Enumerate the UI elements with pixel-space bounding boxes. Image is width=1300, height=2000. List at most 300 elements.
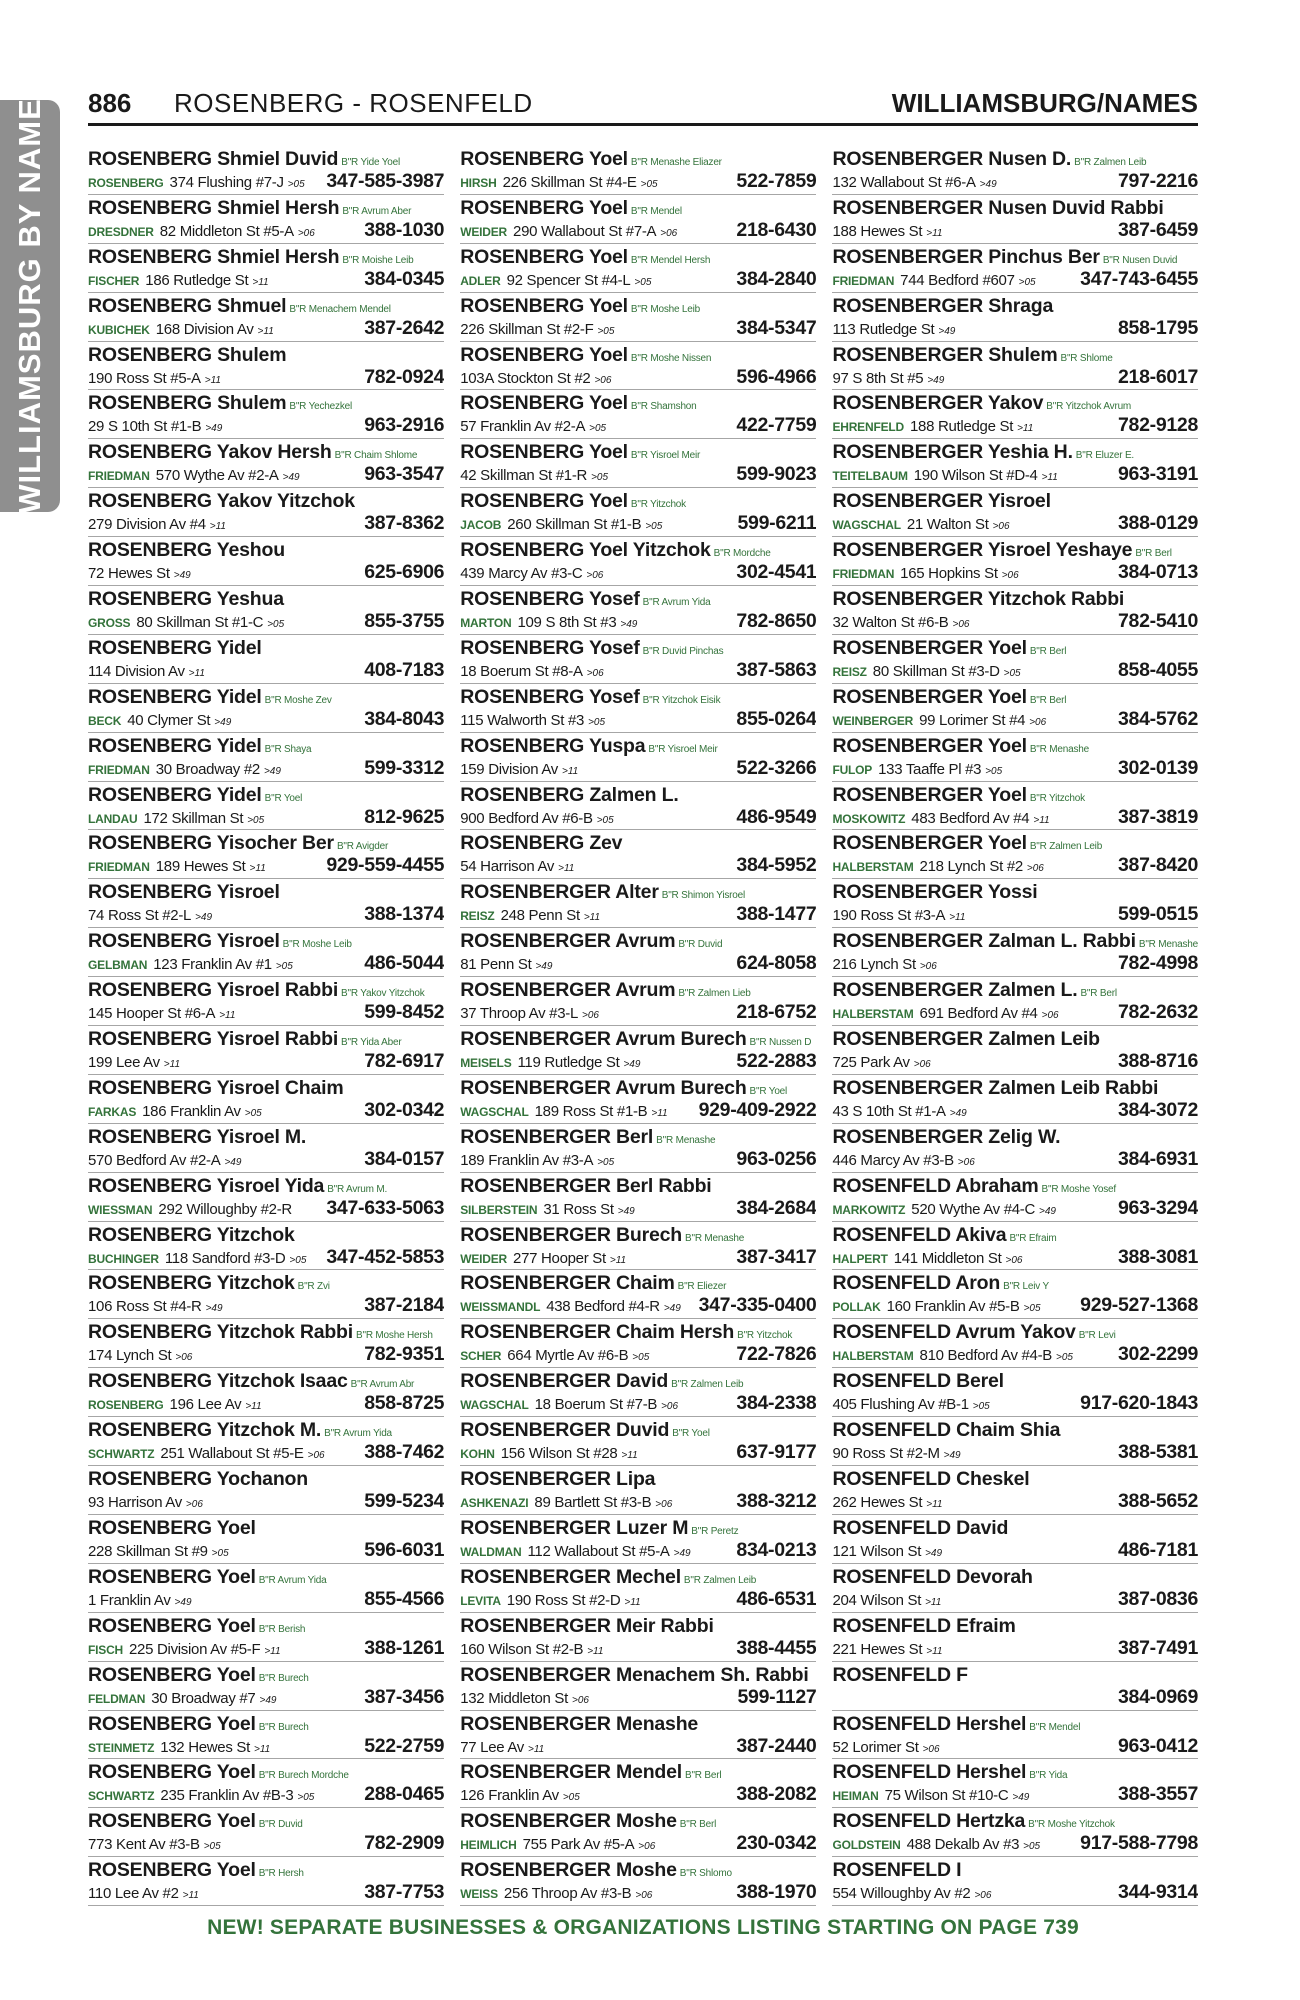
entry-spouse-name: FRIEDMAN [832,273,895,288]
entry-name: ROSENBERG Yitzchok M. [88,1419,322,1442]
entry-spouse-name: LANDAU [88,811,138,826]
entry-zip-code: >05 [985,765,1003,777]
listing-entry [88,1857,444,1906]
entry-name-row [460,1418,816,1442]
entry-address: 221 Hewes St [832,1640,923,1658]
entry-address: 260 Skillman St #1-B [507,516,642,534]
listing-entry [832,1711,1198,1760]
entry-address-row [832,1736,1198,1757]
listing-entry [832,1173,1198,1222]
entry-parent-name: B"R Burech Mordche [258,1770,349,1782]
entry-name-row [88,1809,444,1833]
entry-address: 172 Skillman St [143,809,244,827]
entry-parent-name: B"R Berl [1135,548,1172,560]
entry-name: ROSENBERG Yeshou [88,539,285,562]
entry-parent-name: B"R Efraim [1009,1232,1057,1244]
entry-address-row [88,1198,444,1219]
entry-phone: 388-3557 [1118,1783,1199,1806]
entry-address-row [88,318,444,339]
entry-parent-name: B"R Yisroel Meir [648,743,718,755]
entry-address-row [88,1540,444,1561]
entry-name: ROSENFELD Berel [832,1370,1004,1393]
entry-address-row [832,904,1198,925]
entry-zip-code: >05 [1056,1352,1073,1364]
entry-name-row [832,245,1198,269]
entry-spouse-name: REISZ [460,909,495,924]
entry-name: ROSENBERGER Menashe [460,1712,699,1735]
entry-address-row [88,1100,444,1121]
entry-spouse-name: HALPERT [832,1251,888,1266]
entry-address-row [88,513,444,534]
entry-address: 132 Wallabout St #6-A [832,174,976,191]
entry-phone: 384-5762 [1118,707,1199,730]
listing-entry [832,1270,1198,1319]
entry-parent-name: B"R Eliezer [677,1281,727,1293]
entry-address-row [460,1051,816,1072]
entry-zip-code: >05 [589,423,607,435]
listing-entry [832,342,1198,391]
entry-phone: 963-3547 [364,463,445,486]
entry-parent-name: B"R Mendel Hersh [630,254,711,266]
entry-phone: 218-6017 [1118,365,1199,388]
listing-entry [832,1124,1198,1173]
entry-name-row [460,1663,816,1687]
entry-phone: 522-2883 [736,1050,817,1073]
entry-name-row [88,1418,444,1442]
entry-name-row [832,1712,1198,1736]
entry-name: ROSENBERG Yidel [88,636,262,659]
entry-address: 405 Flushing Av #B-1 [832,1396,969,1414]
entry-address-row [88,904,444,925]
entry-name-row [832,1614,1198,1638]
entry-address-row [460,1638,816,1659]
entry-zip-code: >11 [252,276,269,288]
entry-name: ROSENBERG Shmiel Hersh [88,196,340,219]
entry-phone: 387-3417 [736,1245,817,1268]
entry-parent-name: B"R Menachem Mendel [289,303,391,315]
entry-name: ROSENBERG Yitzchok Isaac [88,1370,348,1393]
entry-zip-code: >06 [1041,1010,1059,1022]
entry-spouse-name: STEINMETZ [88,1740,155,1755]
entry-address: 279 Division Av #4 [88,516,206,534]
entry-name-row [88,1712,444,1736]
entry-zip-code: >05 [632,1352,650,1364]
entry-parent-name: B"R Moshe Zev [264,694,332,706]
entry-phone: 963-0256 [736,1147,817,1170]
entry-address-row [460,1784,816,1805]
entry-phone: 408-7183 [364,658,445,681]
entry-name: ROSENBERG Yosef [460,636,640,659]
entry-spouse-name: WAGSCHAL [832,518,901,533]
entry-spouse-name: ROSENBERG [88,176,164,190]
entry-zip-code: >05 [597,325,615,337]
entry-name-row [832,587,1198,611]
entry-spouse-name: GELBMAN [88,958,148,973]
entry-name: ROSENBERG Shmiel Duvid [88,148,339,170]
entry-parent-name: B"R Mendel [1029,1721,1081,1733]
entry-address-row [832,171,1198,192]
entry-spouse-name: FRIEDMAN [832,567,895,582]
entry-phone: 387-7753 [364,1881,445,1904]
entry-zip-code: >05 [645,521,663,533]
entry-name: ROSENFELD David [832,1516,1009,1539]
listing-entry [460,586,816,635]
entry-spouse-name: FULOP [832,762,873,777]
entry-name: ROSENBERGER Yoel [832,685,1027,708]
entry-phone: 387-5863 [736,658,817,681]
listing-entry [832,195,1198,244]
entry-address-row [88,1442,444,1463]
entry-name-row [832,1418,1198,1442]
entry-parent-name: B"R Berl [679,1819,717,1831]
entry-phone: 387-8420 [1118,854,1199,877]
entry-name: ROSENBERG Yidel [88,734,262,757]
entry-zip-code: >11 [558,863,575,875]
listing-entry [460,1662,816,1711]
entry-address: 75 Wilson St #10-C [884,1787,1009,1805]
entry-zip-code: >49 [1012,1792,1030,1804]
entry-address: 18 Boerum St #8-A [460,662,583,680]
entry-parent-name: B"R Yida Aber [341,1037,402,1049]
entry-name-row [460,1076,816,1100]
entry-parent-name: B"R Eluzer E. [1075,450,1134,462]
entry-phone: 855-3755 [364,610,445,633]
entry-address-row [460,464,816,485]
entry-zip-code: >05 [562,1792,580,1804]
entry-phone: 599-6211 [737,512,817,535]
entry-phone: 522-3266 [736,756,817,779]
entry-parent-name: B"R Yide Yoel [341,157,401,168]
entry-address-row [88,807,444,828]
entry-phone: 917-588-7798 [1080,1832,1199,1855]
entry-parent-name: B"R Avrum Yida [258,1574,327,1586]
entry-phone: 388-3212 [736,1490,817,1513]
entry-phone: 388-3081 [1118,1245,1199,1268]
entry-name-row [460,391,816,415]
entry-phone: 387-6459 [1118,218,1199,241]
entry-zip-code: >11 [609,1254,627,1266]
entry-name-row [832,1565,1198,1589]
entry-zip-code: >05 [640,179,658,190]
entry-name: ROSENBERG Yoel [460,392,628,415]
entry-address: 374 Flushing #7-J [169,174,284,191]
entry-name: ROSENFELD F [832,1663,968,1686]
entry-phone: 387-3456 [364,1685,445,1708]
entry-address-row [460,807,816,828]
entry-zip-code: >06 [635,1890,653,1902]
listing-entry [460,1222,816,1271]
listing-entry [832,1857,1198,1906]
listing-entry [832,1222,1198,1271]
listing-entry [88,830,444,879]
entry-zip-code: >49 [282,472,300,484]
listing-entry [88,1222,444,1271]
entry-zip-code: >11 [249,863,266,875]
entry-zip-code: >06 [1026,863,1044,875]
entry-phone: 384-6931 [1118,1147,1199,1170]
entry-address-row [460,709,816,730]
entry-name: ROSENFELD Avrum Yakov [832,1321,1076,1344]
entry-zip-code: >06 [922,1743,940,1755]
entry-phone: 917-620-1843 [1080,1392,1199,1415]
listing-entry [460,1711,816,1760]
entry-phone: 387-7491 [1118,1636,1199,1659]
entry-name-row [832,1663,1198,1687]
entry-spouse-name: FRIEDMAN [88,762,150,777]
entry-zip-code: >49 [214,716,232,728]
entry-parent-name: B"R Peretz [691,1525,739,1537]
entry-address-row [832,1295,1198,1316]
entry-zip-code: >11 [583,912,601,924]
listing-entry [832,1319,1198,1368]
entry-address-row [460,1882,816,1903]
entry-phone: 486-7181 [1118,1538,1199,1561]
entry-zip-code: >05 [203,1841,221,1853]
entry-name: ROSENBERG Yisroel M. [88,1125,307,1148]
entry-address: 54 Harrison Av [460,858,555,876]
entry-phone: 522-7859 [736,170,817,192]
entry-parent-name: B"R Avrum Abr [350,1379,415,1391]
entry-address: 121 Wilson St [832,1542,922,1560]
entry-spouse-name: HALBERSTAM [832,860,914,875]
entry-address: 174 Lynch St [88,1347,172,1365]
entry-zip-code: >11 [562,765,579,777]
entry-zip-code: >49 [673,1547,691,1559]
entry-name-row [88,1027,444,1051]
entry-address: 189 Hewes St [155,858,246,876]
listing-entry [832,1368,1198,1417]
entry-address: 570 Bedford Av #2-A [88,1151,221,1169]
entry-address-row [832,1149,1198,1170]
entry-address: 31 Ross St [543,1200,614,1218]
entry-parent-name: B"R Duvid [258,1819,303,1831]
entry-zip-code: >49 [663,1303,681,1315]
entry-parent-name: B"R Nussen D [749,1037,812,1049]
entry-name-row [88,636,444,660]
entry-name: ROSENBERG Yakov Hersh [88,441,332,464]
entry-parent-name: B"R Yitzchok [1029,792,1085,804]
entry-phone: 388-1374 [364,903,445,926]
entry-name: ROSENBERGER Yossi [832,881,1038,904]
entry-address: 42 Skillman St #1-R [460,467,588,485]
entry-name-row [88,978,444,1002]
entry-address: 112 Wallabout St #5-A [527,1542,670,1560]
entry-phone: 347-633-5063 [326,1196,445,1219]
entry-address: 106 Ross St #4-R [88,1298,202,1316]
entry-address-row [460,318,816,339]
entry-parent-name: B"R Zalmen Leib [1029,841,1103,853]
entry-name-row [460,196,816,220]
entry-address-row [88,269,444,290]
entry-name: ROSENBERG Yisroel Rabbi [88,979,339,1002]
entry-name: ROSENBERGER David [460,1370,669,1393]
entry-name: ROSENBERGER Berl [460,1125,654,1148]
entry-name: ROSENBERGER Chaim Hersh [460,1321,735,1344]
entry-parent-name: B"R Shamshon [630,401,697,413]
entry-parent-name: B"R Avrum M. [327,1183,388,1195]
entry-name-row [88,245,444,269]
entry-name: ROSENBERGER Yisroel Yeshaye [832,539,1133,562]
entry-phone: 596-4966 [736,365,817,388]
entry-phone: 384-5347 [736,316,817,339]
entry-zip-code: >11 [1033,814,1050,826]
listing-column-2 [460,146,816,1907]
entry-spouse-name: SCHER [460,1349,502,1364]
entry-zip-code: >06 [1005,1254,1023,1266]
entry-phone: 599-5234 [364,1490,445,1513]
entry-parent-name: B"R Moshe Leib [630,303,701,315]
listing-entry [88,390,444,439]
entry-name-row [832,1320,1198,1344]
listing-entry [832,586,1198,635]
entry-spouse-name: HALBERSTAM [832,1007,914,1022]
entry-name-row [460,1223,816,1247]
entry-zip-code: >49 [943,1450,961,1462]
entry-zip-code: >11 [949,912,966,924]
entry-parent-name: B"R Hersh [258,1868,304,1880]
entry-name-row [460,1125,816,1149]
entry-name: ROSENBERG Yakov Yitzchok [88,490,355,513]
entry-name: ROSENBERG Yeshua [88,588,284,611]
entry-address: 132 Middleton St [460,1689,568,1707]
entry-zip-code: >49 [174,1596,192,1608]
entry-address-row [460,171,816,192]
entry-zip-code: >11 [651,1107,668,1119]
entry-parent-name: B"R Levi [1078,1330,1116,1342]
entry-address-row [460,660,816,681]
entry-name: ROSENBERG Yitzchok Rabbi [88,1321,353,1344]
entry-phone: 782-6917 [364,1050,445,1073]
entry-name-row [88,294,444,318]
listing-entry [88,733,444,782]
entry-address: 99 Lorimer St #4 [919,711,1026,729]
entry-phone: 344-9314 [1118,1881,1199,1904]
entry-name-row [88,1076,444,1100]
entry-address-row [88,758,444,779]
entry-address-row [832,415,1198,436]
entry-address-row [832,269,1198,290]
entry-zip-code: >49 [195,912,213,924]
entry-name-row [460,1174,816,1198]
entry-address-row [88,1393,444,1414]
entry-phone: 963-3294 [1118,1196,1199,1219]
entry-phone: 388-1970 [736,1881,817,1904]
entry-parent-name: B"R Shlome [1060,352,1113,364]
entry-name: ROSENBERGER Avrum [460,930,676,953]
listing-entry [460,1515,816,1564]
entry-address: 40 Clymer St [127,711,211,729]
entry-phone: 782-9128 [1118,414,1199,437]
entry-address: 189 Ross St #1-B [534,1102,648,1120]
entry-name: ROSENBERG Yoel [460,245,628,268]
entry-phone: 782-9351 [364,1343,445,1366]
entry-parent-name: B"R Duvid Pinchas [642,645,724,657]
entry-name: ROSENBERG Yoel [88,1663,256,1686]
entry-zip-code: >05 [287,179,305,190]
entry-phone: 637-9177 [736,1441,817,1464]
entry-phone: 486-6531 [736,1587,817,1610]
entry-address-row [460,904,816,925]
entry-address: 114 Division Av [88,662,185,680]
entry-spouse-name: GOLDSTEIN [832,1838,901,1853]
entry-parent-name: B"R Yida [1029,1770,1068,1782]
listing-entry [88,1515,444,1564]
listing-entry [88,1319,444,1368]
entry-parent-name: B"R Berish [258,1623,306,1635]
entry-parent-name: B"R Berl [1029,694,1067,706]
entry-address: 52 Lorimer St [832,1738,919,1756]
entry-parent-name: B"R Duvid [678,939,723,951]
entry-name-row [88,343,444,367]
entry-address: 115 Walworth St #3 [460,711,585,729]
page-number: 886 [88,88,132,118]
listing-entry [88,1368,444,1417]
entry-name: ROSENBERGER Yakov [832,392,1044,415]
entry-phone: 599-8452 [364,1001,445,1024]
entry-address-row [832,1393,1198,1414]
entry-phone: 486-5044 [364,952,445,975]
entry-spouse-name: ROSENBERG [88,1398,164,1413]
entry-name: ROSENBERG Yoel [460,148,628,170]
listing-entry [88,635,444,684]
entry-address-row [460,367,816,388]
entry-phone: 388-1030 [364,218,445,241]
entry-address-row [88,953,444,974]
listing-entry [832,293,1198,342]
entry-address-row [460,1344,816,1365]
entry-name-row [460,1565,816,1589]
entry-spouse-name: SCHWARTZ [88,1447,155,1462]
entry-zip-code: >05 [244,1107,262,1119]
listing-entry [460,1759,816,1808]
listing-entry [460,782,816,831]
entry-name-row [832,391,1198,415]
entry-address-row [832,1100,1198,1121]
entry-address: 199 Lee Av [88,1054,160,1072]
entry-parent-name: B"R Yoel [672,1428,710,1440]
listing-entry [88,537,444,586]
entry-address: 248 Penn St [500,907,580,925]
entry-name: ROSENBERG Zalmen L. [460,783,679,806]
entry-address-row [88,1051,444,1072]
entry-zip-code: >49 [623,1059,641,1071]
section-side-tab [0,100,60,512]
entry-address: 93 Harrison Av [88,1494,182,1512]
listing-entry [88,782,444,831]
entry-parent-name: B"R Avigder [336,841,389,853]
entry-parent-name: B"R Chaim Shlome [334,450,418,462]
entry-phone: 963-3191 [1118,463,1199,486]
entry-parent-name: B"R Moshe Yosef [1041,1183,1117,1195]
entry-address-row [460,1247,816,1268]
entry-address: 251 Wallabout St #5-E [160,1445,304,1463]
entry-address-row [88,1344,444,1365]
entry-zip-code: >05 [1018,276,1036,288]
entry-name-row [88,1614,444,1638]
entry-address-row [832,1002,1198,1023]
entry-zip-code: >49 [224,1156,242,1168]
entry-zip-code: >06 [1029,716,1047,728]
entry-parent-name: B"R Burech [258,1721,309,1733]
entry-name: ROSENBERGER Nusen Duvid Rabbi [832,196,1164,219]
entry-name: ROSENFELD Hertzka [832,1810,1026,1833]
listing-entry [88,1124,444,1173]
entry-parent-name: B"R Burech [258,1672,309,1684]
entry-address: 439 Marcy Av #3-C [460,565,583,583]
listing-entry [460,635,816,684]
entry-address: 82 Middleton St #5-A [159,222,294,240]
entry-address-row [460,220,816,241]
